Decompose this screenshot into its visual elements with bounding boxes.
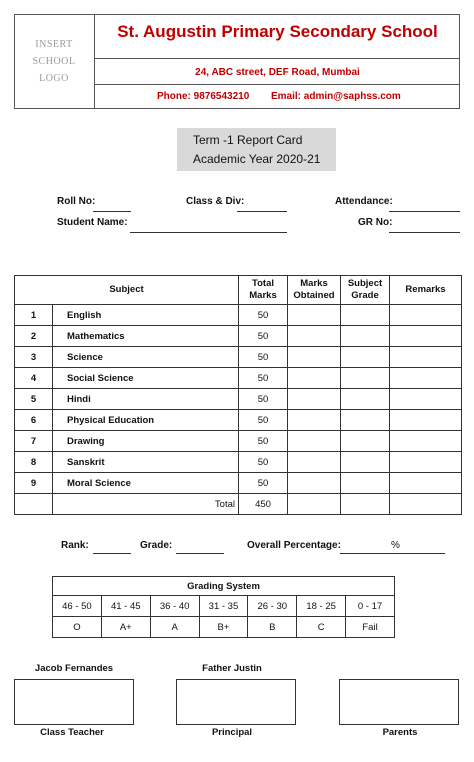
subject-name: Drawing [53,431,239,452]
student-name-field[interactable] [130,232,287,233]
subject-grade-cell[interactable] [341,347,390,368]
subject-name: English [53,305,239,326]
school-logo-placeholder [14,14,95,109]
marks-obtained-cell[interactable] [288,389,341,410]
table-row [15,431,462,452]
remarks-cell[interactable] [390,347,462,368]
marks-obtained-cell[interactable] [288,452,341,473]
grade-letter: B [248,617,297,638]
total-marks-cell: 50 [239,389,288,410]
term-title: Term -1 Report Card [193,133,303,147]
subject-grade-cell[interactable] [341,389,390,410]
header-total-marks: Total Marks [239,276,288,305]
marks-obtained-cell[interactable] [288,473,341,494]
remarks-cell[interactable] [390,410,462,431]
academic-year: Academic Year 2020-21 [193,152,321,166]
logo-line-2: SCHOOL [32,56,76,67]
grade-letter: O [53,617,102,638]
grading-ranges-row [53,596,395,617]
header-subject: Subject [15,276,239,305]
header-subject-grade: Subject Grade [341,276,390,305]
subject-name: Hindi [53,389,239,410]
percent-sign: % [391,540,400,551]
grade-letter: A [150,617,199,638]
student-name-label: Student Name: [57,217,128,228]
grading-grades-row [53,617,395,638]
logo-line-3: LOGO [39,73,69,84]
header-remarks: Remarks [390,276,462,305]
gr-no-label: GR No: [358,217,393,228]
school-name: St. Augustin Primary Secondary School [117,22,438,41]
table-row [15,473,462,494]
marks-obtained-cell[interactable] [288,368,341,389]
principal-name: Father Justin [202,663,262,674]
parents-signature-box[interactable] [339,679,459,725]
table-row [15,410,462,431]
total-row-empty [288,494,341,515]
row-number: 4 [15,368,53,389]
grade-range: 0 - 17 [346,596,395,617]
header-marks-obtained: Marks Obtained [288,276,341,305]
total-marks-cell: 50 [239,347,288,368]
class-div-field[interactable] [237,211,287,212]
table-row [15,347,462,368]
gr-no-field[interactable] [389,232,460,233]
total-label: Total [53,494,239,515]
remarks-cell[interactable] [390,473,462,494]
class-div-label: Class & Div: [186,196,245,207]
roll-no-label: Roll No: [57,196,96,207]
subject-name: Mathematics [53,326,239,347]
school-email: Email: admin@saphss.com [271,91,401,102]
total-row [15,494,462,515]
table-row [15,326,462,347]
school-phone: Phone: 9876543210 [157,91,250,102]
subject-name: Science [53,347,239,368]
grade-range: 46 - 50 [53,596,102,617]
subject-name: Sanskrit [53,452,239,473]
grading-system-table [52,576,395,638]
table-row [15,452,462,473]
subject-grade-cell[interactable] [341,473,390,494]
row-number: 2 [15,326,53,347]
overall-percentage-field[interactable] [340,553,445,554]
marks-obtained-cell[interactable] [288,347,341,368]
table-row [15,368,462,389]
remarks-cell[interactable] [390,431,462,452]
header-divider-1 [95,58,460,59]
remarks-cell[interactable] [390,326,462,347]
grading-system-title: Grading System [53,577,395,596]
total-row-spacer [15,494,53,515]
grade-range: 41 - 45 [101,596,150,617]
remarks-cell[interactable] [390,305,462,326]
row-number: 1 [15,305,53,326]
remarks-cell[interactable] [390,452,462,473]
attendance-field[interactable] [389,211,460,212]
school-address: 24, ABC street, DEF Road, Mumbai [195,67,360,78]
class-teacher-name: Jacob Fernandes [34,663,114,674]
grade-range: 18 - 25 [297,596,346,617]
subject-grade-cell[interactable] [341,326,390,347]
total-marks-cell: 50 [239,452,288,473]
class-teacher-signature-box[interactable] [14,679,134,725]
row-number: 5 [15,389,53,410]
total-marks-cell: 50 [239,368,288,389]
grade-letter: Fail [346,617,395,638]
grade-field[interactable] [176,553,224,554]
total-marks-cell: 50 [239,473,288,494]
marks-obtained-cell[interactable] [288,431,341,452]
row-number: 6 [15,410,53,431]
principal-signature-box[interactable] [176,679,296,725]
marks-obtained-cell[interactable] [288,326,341,347]
total-row-empty [390,494,462,515]
row-number: 7 [15,431,53,452]
roll-no-field[interactable] [93,211,131,212]
total-marks-cell: 50 [239,431,288,452]
grade-range: 31 - 35 [199,596,248,617]
subject-name: Moral Science [53,473,239,494]
marks-obtained-cell[interactable] [288,410,341,431]
subject-name: Social Science [53,368,239,389]
remarks-cell[interactable] [390,368,462,389]
total-marks-cell: 50 [239,305,288,326]
header-divider-2 [95,84,460,85]
grade-letter: A+ [101,617,150,638]
subject-grade-cell[interactable] [341,431,390,452]
class-teacher-label: Class Teacher [40,727,104,738]
grade-range: 36 - 40 [150,596,199,617]
grade-label: Grade: [140,540,173,551]
subject-grade-cell[interactable] [341,368,390,389]
grade-range: 26 - 30 [248,596,297,617]
marks-obtained-cell[interactable] [288,305,341,326]
subject-grade-cell[interactable] [341,410,390,431]
rank-label: Rank: [61,540,89,551]
subject-name: Physical Education [53,410,239,431]
remarks-cell[interactable] [390,389,462,410]
subject-grade-cell[interactable] [341,452,390,473]
overall-percentage-label: Overall Percentage: [247,540,341,551]
total-marks-cell: 50 [239,410,288,431]
row-number: 9 [15,473,53,494]
marks-table [14,275,462,515]
marks-table-header [15,276,462,305]
parents-label: Parents [382,727,418,738]
total-value: 450 [239,494,288,515]
subject-grade-cell[interactable] [341,305,390,326]
grade-letter: B+ [199,617,248,638]
total-marks-cell: 50 [239,326,288,347]
grade-letter: C [297,617,346,638]
row-number: 3 [15,347,53,368]
rank-field[interactable] [93,553,131,554]
table-row [15,305,462,326]
attendance-label: Attendance: [335,196,393,207]
row-number: 8 [15,452,53,473]
table-row [15,389,462,410]
logo-line-1: INSERT [35,39,73,50]
total-row-empty [341,494,390,515]
principal-label: Principal [211,727,253,738]
